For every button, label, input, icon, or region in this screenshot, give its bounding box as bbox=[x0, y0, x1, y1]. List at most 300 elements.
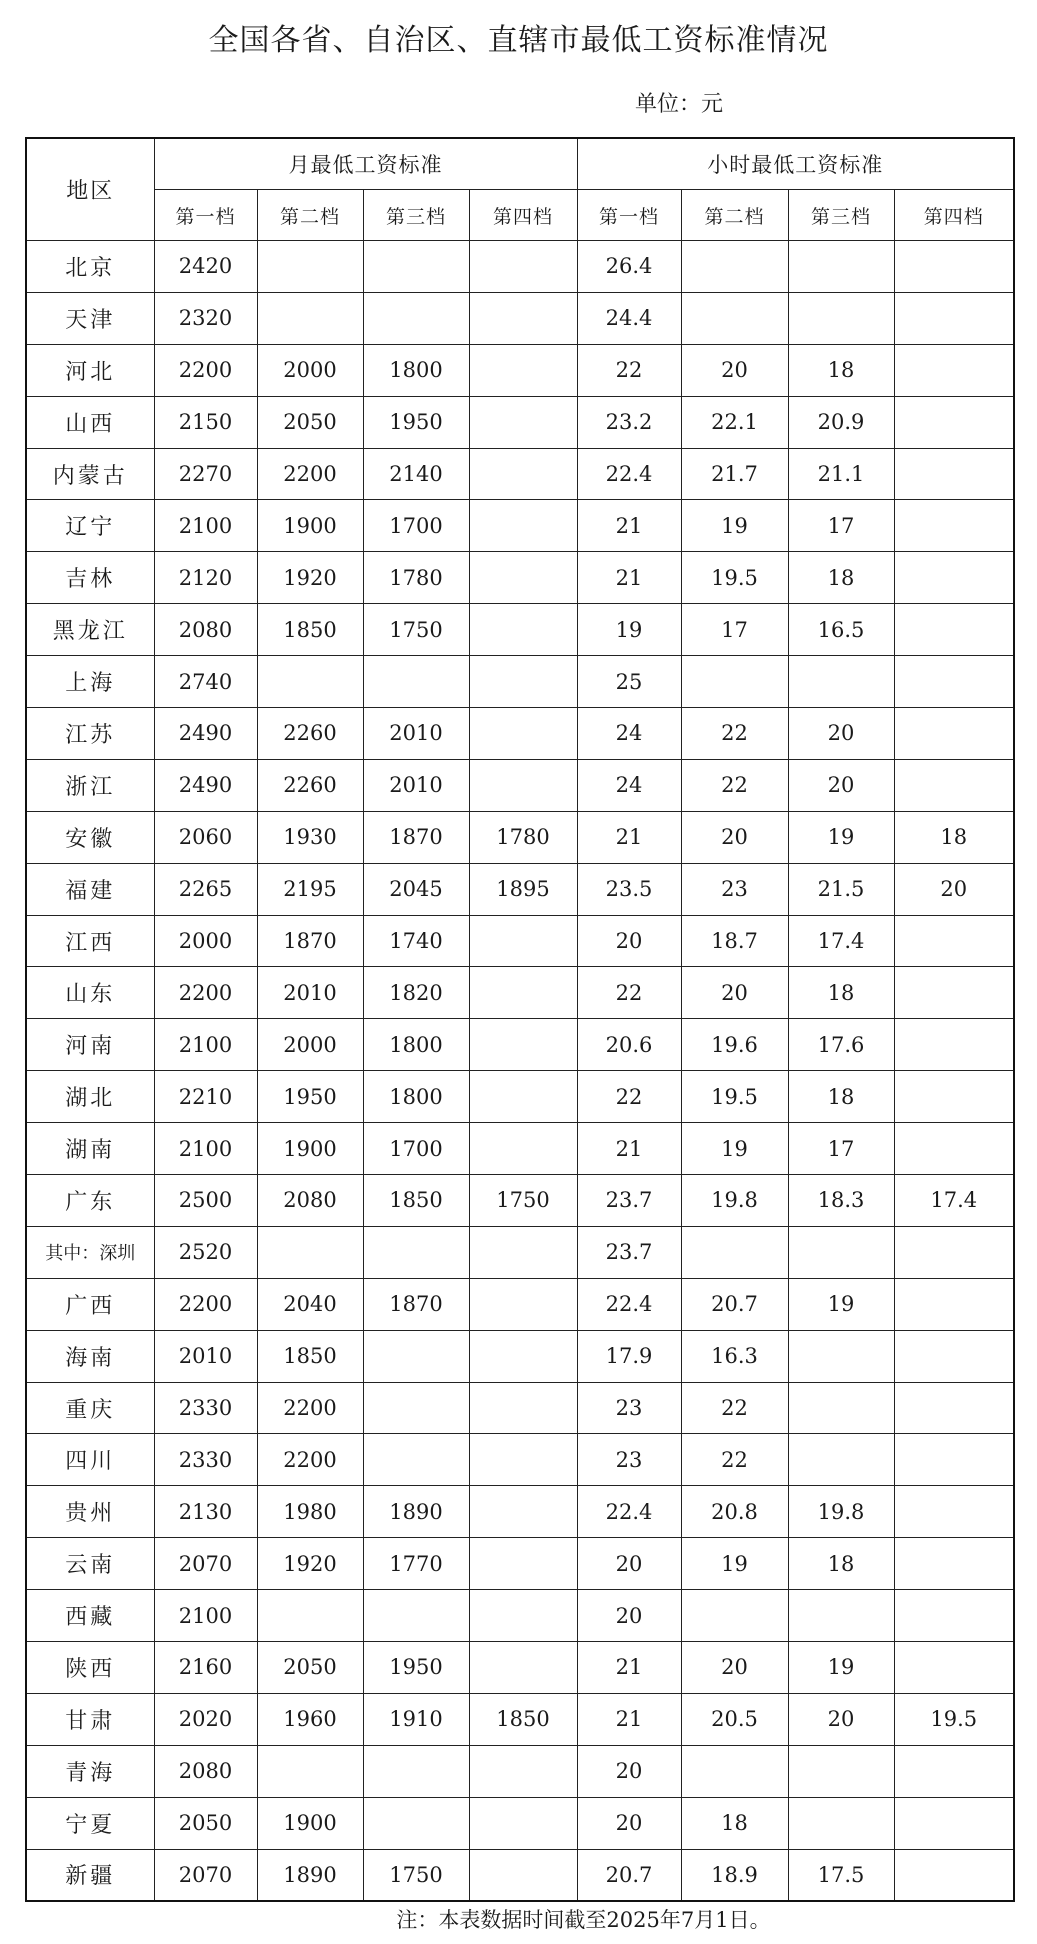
hourly-tier-1-cell: 21 bbox=[577, 552, 681, 604]
table-row bbox=[26, 1278, 1014, 1330]
hourly-tier-3-cell: 18 bbox=[788, 1071, 894, 1123]
hourly-tier-4-cell bbox=[894, 1278, 1014, 1330]
table-row bbox=[26, 448, 1014, 500]
region-cell: 新疆 bbox=[26, 1849, 154, 1901]
table-row bbox=[26, 1642, 1014, 1694]
hourly-tier-1-cell: 20 bbox=[577, 1797, 681, 1849]
monthly-tier-2-cell bbox=[257, 1226, 363, 1278]
hourly-tier-2-cell: 19.5 bbox=[681, 1071, 788, 1123]
hourly-tier-2-cell: 20.7 bbox=[681, 1278, 788, 1330]
hourly-tier-3-cell bbox=[788, 1330, 894, 1382]
monthly-tier-2-cell: 2260 bbox=[257, 759, 363, 811]
hourly-tier-1-cell: 24 bbox=[577, 759, 681, 811]
hourly-tier-1-cell: 20 bbox=[577, 915, 681, 967]
hourly-tier-1-cell: 23.5 bbox=[577, 863, 681, 915]
monthly-tier-4-cell bbox=[469, 1486, 577, 1538]
monthly-tier-1-cell: 2150 bbox=[154, 396, 257, 448]
hourly-tier-2-cell: 19 bbox=[681, 500, 788, 552]
monthly-tier-1-cell: 2120 bbox=[154, 552, 257, 604]
table-row bbox=[26, 863, 1014, 915]
region-cell: 四川 bbox=[26, 1434, 154, 1486]
hourly-tier-3-cell: 16.5 bbox=[788, 604, 894, 656]
monthly-tier-3-cell bbox=[363, 1434, 469, 1486]
hourly-tier-4-cell bbox=[894, 656, 1014, 708]
monthly-tier-2-cell: 2195 bbox=[257, 863, 363, 915]
hourly-tier-2-cell: 16.3 bbox=[681, 1330, 788, 1382]
monthly-tier-4-cell bbox=[469, 1226, 577, 1278]
region-cell: 陕西 bbox=[26, 1642, 154, 1694]
monthly-tier-3-cell bbox=[363, 292, 469, 344]
monthly-tier-4-cell: 1750 bbox=[469, 1175, 577, 1227]
table-row bbox=[26, 1797, 1014, 1849]
header-hourly-tier-3: 第三档 bbox=[788, 190, 894, 241]
hourly-tier-2-cell: 20 bbox=[681, 344, 788, 396]
monthly-tier-4-cell: 1780 bbox=[469, 811, 577, 863]
monthly-tier-1-cell: 2330 bbox=[154, 1382, 257, 1434]
monthly-tier-2-cell bbox=[257, 1745, 363, 1797]
minimum-wage-table bbox=[25, 137, 1015, 1902]
monthly-tier-4-cell bbox=[469, 500, 577, 552]
monthly-tier-4-cell bbox=[469, 1434, 577, 1486]
monthly-tier-3-cell: 2140 bbox=[363, 448, 469, 500]
monthly-tier-3-cell: 1870 bbox=[363, 811, 469, 863]
monthly-tier-4-cell bbox=[469, 344, 577, 396]
hourly-tier-4-cell bbox=[894, 1590, 1014, 1642]
table-row bbox=[26, 967, 1014, 1019]
hourly-tier-1-cell: 22.4 bbox=[577, 448, 681, 500]
monthly-tier-4-cell bbox=[469, 604, 577, 656]
monthly-tier-4-cell bbox=[469, 1849, 577, 1901]
monthly-tier-2-cell: 2200 bbox=[257, 1434, 363, 1486]
hourly-tier-1-cell: 26.4 bbox=[577, 241, 681, 293]
hourly-tier-4-cell bbox=[894, 1019, 1014, 1071]
footnote: 注：本表数据时间截至2025年7月1日。 bbox=[396, 1908, 771, 1932]
monthly-tier-4-cell bbox=[469, 656, 577, 708]
hourly-tier-4-cell bbox=[894, 1330, 1014, 1382]
hourly-tier-2-cell bbox=[681, 1745, 788, 1797]
hourly-tier-3-cell bbox=[788, 656, 894, 708]
hourly-tier-2-cell bbox=[681, 1226, 788, 1278]
monthly-tier-4-cell: 1850 bbox=[469, 1693, 577, 1745]
hourly-tier-1-cell: 21 bbox=[577, 1642, 681, 1694]
table-row bbox=[26, 604, 1014, 656]
hourly-tier-4-cell bbox=[894, 1486, 1014, 1538]
monthly-tier-2-cell: 1850 bbox=[257, 604, 363, 656]
region-cell: 海南 bbox=[26, 1330, 154, 1382]
hourly-tier-2-cell: 19.8 bbox=[681, 1175, 788, 1227]
region-cell: 广西 bbox=[26, 1278, 154, 1330]
hourly-tier-3-cell bbox=[788, 1590, 894, 1642]
monthly-tier-2-cell bbox=[257, 241, 363, 293]
monthly-tier-3-cell bbox=[363, 241, 469, 293]
hourly-tier-3-cell: 19 bbox=[788, 1278, 894, 1330]
hourly-tier-4-cell bbox=[894, 708, 1014, 760]
monthly-tier-1-cell: 2060 bbox=[154, 811, 257, 863]
hourly-tier-1-cell: 23.2 bbox=[577, 396, 681, 448]
hourly-tier-3-cell: 18 bbox=[788, 967, 894, 1019]
hourly-tier-2-cell: 20 bbox=[681, 1642, 788, 1694]
monthly-tier-3-cell: 1890 bbox=[363, 1486, 469, 1538]
region-cell: 广东 bbox=[26, 1175, 154, 1227]
hourly-tier-3-cell: 18.3 bbox=[788, 1175, 894, 1227]
monthly-tier-4-cell bbox=[469, 448, 577, 500]
monthly-tier-4-cell bbox=[469, 967, 577, 1019]
hourly-tier-2-cell bbox=[681, 241, 788, 293]
monthly-tier-1-cell: 2200 bbox=[154, 967, 257, 1019]
hourly-tier-2-cell: 17 bbox=[681, 604, 788, 656]
monthly-tier-2-cell: 1900 bbox=[257, 500, 363, 552]
hourly-tier-3-cell: 17 bbox=[788, 500, 894, 552]
monthly-tier-4-cell bbox=[469, 1123, 577, 1175]
table-row bbox=[26, 1849, 1014, 1901]
region-cell: 宁夏 bbox=[26, 1797, 154, 1849]
table-body bbox=[26, 241, 1014, 1902]
region-cell: 河北 bbox=[26, 344, 154, 396]
region-cell: 山西 bbox=[26, 396, 154, 448]
unit-label: 单位：元 bbox=[635, 92, 724, 117]
table-row bbox=[26, 344, 1014, 396]
monthly-tier-2-cell: 1920 bbox=[257, 1538, 363, 1590]
region-cell: 吉林 bbox=[26, 552, 154, 604]
hourly-tier-2-cell: 20 bbox=[681, 967, 788, 1019]
table-row bbox=[26, 915, 1014, 967]
monthly-tier-2-cell bbox=[257, 292, 363, 344]
monthly-tier-3-cell: 2010 bbox=[363, 759, 469, 811]
hourly-tier-1-cell: 24 bbox=[577, 708, 681, 760]
hourly-tier-4-cell: 17.4 bbox=[894, 1175, 1014, 1227]
table-row bbox=[26, 1175, 1014, 1227]
hourly-tier-3-cell: 21.1 bbox=[788, 448, 894, 500]
monthly-tier-1-cell: 2080 bbox=[154, 1745, 257, 1797]
monthly-tier-2-cell: 1850 bbox=[257, 1330, 363, 1382]
hourly-tier-3-cell bbox=[788, 1745, 894, 1797]
hourly-tier-3-cell: 18 bbox=[788, 1538, 894, 1590]
hourly-tier-4-cell bbox=[894, 1382, 1014, 1434]
region-cell: 北京 bbox=[26, 241, 154, 293]
hourly-tier-1-cell: 20.6 bbox=[577, 1019, 681, 1071]
hourly-tier-2-cell: 18 bbox=[681, 1797, 788, 1849]
monthly-tier-1-cell: 2100 bbox=[154, 1019, 257, 1071]
monthly-tier-2-cell: 2000 bbox=[257, 1019, 363, 1071]
hourly-tier-2-cell: 20 bbox=[681, 811, 788, 863]
hourly-tier-1-cell: 22 bbox=[577, 344, 681, 396]
monthly-tier-2-cell: 2050 bbox=[257, 1642, 363, 1694]
monthly-tier-4-cell bbox=[469, 292, 577, 344]
header-hourly-tier-4: 第四档 bbox=[894, 190, 1014, 241]
monthly-tier-1-cell: 2010 bbox=[154, 1330, 257, 1382]
monthly-tier-3-cell: 1820 bbox=[363, 967, 469, 1019]
monthly-tier-2-cell: 2200 bbox=[257, 1382, 363, 1434]
table-row bbox=[26, 1434, 1014, 1486]
monthly-tier-1-cell: 2100 bbox=[154, 1123, 257, 1175]
hourly-tier-1-cell: 23 bbox=[577, 1434, 681, 1486]
region-cell: 上海 bbox=[26, 656, 154, 708]
header-hourly-tier-1: 第一档 bbox=[577, 190, 681, 241]
hourly-tier-1-cell: 20 bbox=[577, 1538, 681, 1590]
hourly-tier-3-cell: 17 bbox=[788, 1123, 894, 1175]
region-cell: 河南 bbox=[26, 1019, 154, 1071]
monthly-tier-1-cell: 2200 bbox=[154, 344, 257, 396]
monthly-tier-3-cell: 1700 bbox=[363, 1123, 469, 1175]
monthly-tier-3-cell bbox=[363, 1226, 469, 1278]
hourly-tier-4-cell: 18 bbox=[894, 811, 1014, 863]
monthly-tier-1-cell: 2330 bbox=[154, 1434, 257, 1486]
table-row bbox=[26, 1123, 1014, 1175]
hourly-tier-4-cell bbox=[894, 1538, 1014, 1590]
monthly-tier-4-cell bbox=[469, 396, 577, 448]
monthly-tier-1-cell: 2160 bbox=[154, 1642, 257, 1694]
monthly-tier-1-cell: 2500 bbox=[154, 1175, 257, 1227]
monthly-tier-2-cell: 2200 bbox=[257, 448, 363, 500]
monthly-tier-2-cell: 2050 bbox=[257, 396, 363, 448]
hourly-tier-1-cell: 23 bbox=[577, 1382, 681, 1434]
monthly-tier-1-cell: 2210 bbox=[154, 1071, 257, 1123]
hourly-tier-2-cell: 18.9 bbox=[681, 1849, 788, 1901]
monthly-tier-2-cell: 2260 bbox=[257, 708, 363, 760]
table-row bbox=[26, 1330, 1014, 1382]
hourly-tier-3-cell: 17.5 bbox=[788, 1849, 894, 1901]
hourly-tier-3-cell: 20 bbox=[788, 708, 894, 760]
monthly-tier-4-cell bbox=[469, 1745, 577, 1797]
hourly-tier-4-cell bbox=[894, 1642, 1014, 1694]
hourly-tier-2-cell bbox=[681, 656, 788, 708]
hourly-tier-4-cell bbox=[894, 1123, 1014, 1175]
monthly-tier-2-cell: 1900 bbox=[257, 1123, 363, 1175]
table-row bbox=[26, 552, 1014, 604]
hourly-tier-3-cell bbox=[788, 241, 894, 293]
monthly-tier-3-cell: 1950 bbox=[363, 1642, 469, 1694]
monthly-tier-3-cell: 1700 bbox=[363, 500, 469, 552]
monthly-tier-2-cell: 1980 bbox=[257, 1486, 363, 1538]
monthly-tier-3-cell: 2010 bbox=[363, 708, 469, 760]
hourly-tier-4-cell bbox=[894, 1226, 1014, 1278]
hourly-tier-4-cell bbox=[894, 500, 1014, 552]
header-region: 地区 bbox=[26, 138, 154, 241]
table-row bbox=[26, 811, 1014, 863]
header-monthly: 月最低工资标准 bbox=[154, 138, 577, 190]
table-row bbox=[26, 1590, 1014, 1642]
monthly-tier-4-cell bbox=[469, 708, 577, 760]
monthly-tier-4-cell bbox=[469, 1330, 577, 1382]
region-cell: 山东 bbox=[26, 967, 154, 1019]
monthly-tier-4-cell bbox=[469, 759, 577, 811]
region-cell: 江苏 bbox=[26, 708, 154, 760]
monthly-tier-4-cell bbox=[469, 1590, 577, 1642]
region-cell: 天津 bbox=[26, 292, 154, 344]
table-row bbox=[26, 1486, 1014, 1538]
hourly-tier-2-cell: 22 bbox=[681, 708, 788, 760]
hourly-tier-3-cell: 17.6 bbox=[788, 1019, 894, 1071]
table-row bbox=[26, 1226, 1014, 1278]
hourly-tier-4-cell bbox=[894, 396, 1014, 448]
hourly-tier-3-cell: 20.9 bbox=[788, 396, 894, 448]
table-row bbox=[26, 292, 1014, 344]
region-cell: 重庆 bbox=[26, 1382, 154, 1434]
hourly-tier-1-cell: 20 bbox=[577, 1745, 681, 1797]
hourly-tier-2-cell: 18.7 bbox=[681, 915, 788, 967]
monthly-tier-2-cell: 1930 bbox=[257, 811, 363, 863]
region-cell: 黑龙江 bbox=[26, 604, 154, 656]
header-hourly-tier-2: 第二档 bbox=[681, 190, 788, 241]
region-cell: 西藏 bbox=[26, 1590, 154, 1642]
monthly-tier-3-cell: 1750 bbox=[363, 604, 469, 656]
monthly-tier-3-cell bbox=[363, 1797, 469, 1849]
hourly-tier-1-cell: 21 bbox=[577, 811, 681, 863]
hourly-tier-4-cell bbox=[894, 1071, 1014, 1123]
monthly-tier-4-cell bbox=[469, 1019, 577, 1071]
monthly-tier-1-cell: 2050 bbox=[154, 1797, 257, 1849]
hourly-tier-4-cell bbox=[894, 604, 1014, 656]
hourly-tier-1-cell: 22.4 bbox=[577, 1486, 681, 1538]
hourly-tier-1-cell: 21 bbox=[577, 500, 681, 552]
hourly-tier-2-cell: 19.6 bbox=[681, 1019, 788, 1071]
page-title: 全国各省、自治区、直辖市最低工资标准情况 bbox=[208, 23, 829, 58]
hourly-tier-1-cell: 17.9 bbox=[577, 1330, 681, 1382]
header-monthly-tier-2: 第二档 bbox=[257, 190, 363, 241]
monthly-tier-1-cell: 2490 bbox=[154, 759, 257, 811]
monthly-tier-2-cell: 2000 bbox=[257, 344, 363, 396]
monthly-tier-1-cell: 2080 bbox=[154, 604, 257, 656]
monthly-tier-1-cell: 2740 bbox=[154, 656, 257, 708]
monthly-tier-4-cell bbox=[469, 1797, 577, 1849]
hourly-tier-4-cell: 19.5 bbox=[894, 1693, 1014, 1745]
monthly-tier-1-cell: 2070 bbox=[154, 1849, 257, 1901]
monthly-tier-1-cell: 2420 bbox=[154, 241, 257, 293]
monthly-tier-1-cell: 2200 bbox=[154, 1278, 257, 1330]
hourly-tier-1-cell: 25 bbox=[577, 656, 681, 708]
monthly-tier-2-cell: 1870 bbox=[257, 915, 363, 967]
monthly-tier-1-cell: 2100 bbox=[154, 1590, 257, 1642]
hourly-tier-3-cell bbox=[788, 1226, 894, 1278]
monthly-tier-3-cell: 1800 bbox=[363, 1071, 469, 1123]
monthly-tier-1-cell: 2070 bbox=[154, 1538, 257, 1590]
hourly-tier-3-cell: 17.4 bbox=[788, 915, 894, 967]
hourly-tier-2-cell: 22 bbox=[681, 1434, 788, 1486]
hourly-tier-2-cell bbox=[681, 292, 788, 344]
monthly-tier-1-cell: 2520 bbox=[154, 1226, 257, 1278]
hourly-tier-1-cell: 19 bbox=[577, 604, 681, 656]
monthly-tier-3-cell: 1740 bbox=[363, 915, 469, 967]
hourly-tier-4-cell bbox=[894, 292, 1014, 344]
monthly-tier-3-cell: 2045 bbox=[363, 863, 469, 915]
monthly-tier-4-cell bbox=[469, 1642, 577, 1694]
hourly-tier-1-cell: 20 bbox=[577, 1590, 681, 1642]
hourly-tier-2-cell: 20.8 bbox=[681, 1486, 788, 1538]
hourly-tier-4-cell bbox=[894, 1434, 1014, 1486]
hourly-tier-1-cell: 22.4 bbox=[577, 1278, 681, 1330]
monthly-tier-1-cell: 2265 bbox=[154, 863, 257, 915]
hourly-tier-1-cell: 22 bbox=[577, 1071, 681, 1123]
monthly-tier-1-cell: 2490 bbox=[154, 708, 257, 760]
region-cell: 甘肃 bbox=[26, 1693, 154, 1745]
table-row bbox=[26, 759, 1014, 811]
hourly-tier-3-cell: 18 bbox=[788, 552, 894, 604]
region-cell: 青海 bbox=[26, 1745, 154, 1797]
monthly-tier-2-cell bbox=[257, 1590, 363, 1642]
hourly-tier-2-cell: 22 bbox=[681, 1382, 788, 1434]
region-cell: 福建 bbox=[26, 863, 154, 915]
monthly-tier-3-cell bbox=[363, 1745, 469, 1797]
table-row bbox=[26, 500, 1014, 552]
monthly-tier-2-cell: 1950 bbox=[257, 1071, 363, 1123]
hourly-tier-1-cell: 22 bbox=[577, 967, 681, 1019]
hourly-tier-2-cell: 20.5 bbox=[681, 1693, 788, 1745]
monthly-tier-3-cell bbox=[363, 656, 469, 708]
monthly-tier-2-cell: 2080 bbox=[257, 1175, 363, 1227]
hourly-tier-4-cell bbox=[894, 448, 1014, 500]
monthly-tier-2-cell: 1960 bbox=[257, 1693, 363, 1745]
monthly-tier-1-cell: 2130 bbox=[154, 1486, 257, 1538]
monthly-tier-3-cell: 1950 bbox=[363, 396, 469, 448]
hourly-tier-4-cell bbox=[894, 1797, 1014, 1849]
region-cell: 云南 bbox=[26, 1538, 154, 1590]
monthly-tier-3-cell: 1770 bbox=[363, 1538, 469, 1590]
monthly-tier-3-cell: 1800 bbox=[363, 344, 469, 396]
hourly-tier-3-cell bbox=[788, 1434, 894, 1486]
hourly-tier-2-cell: 22 bbox=[681, 759, 788, 811]
hourly-tier-1-cell: 20.7 bbox=[577, 1849, 681, 1901]
monthly-tier-3-cell: 1780 bbox=[363, 552, 469, 604]
region-cell: 浙江 bbox=[26, 759, 154, 811]
region-cell: 辽宁 bbox=[26, 500, 154, 552]
monthly-tier-3-cell: 1750 bbox=[363, 1849, 469, 1901]
header-monthly-tier-4: 第四档 bbox=[469, 190, 577, 241]
hourly-tier-3-cell: 20 bbox=[788, 1693, 894, 1745]
hourly-tier-2-cell: 23 bbox=[681, 863, 788, 915]
hourly-tier-3-cell: 21.5 bbox=[788, 863, 894, 915]
hourly-tier-1-cell: 24.4 bbox=[577, 292, 681, 344]
monthly-tier-3-cell: 1870 bbox=[363, 1278, 469, 1330]
monthly-tier-4-cell bbox=[469, 552, 577, 604]
hourly-tier-4-cell bbox=[894, 759, 1014, 811]
hourly-tier-3-cell bbox=[788, 292, 894, 344]
hourly-tier-4-cell bbox=[894, 915, 1014, 967]
region-cell: 江西 bbox=[26, 915, 154, 967]
monthly-tier-3-cell: 1850 bbox=[363, 1175, 469, 1227]
table-row bbox=[26, 1382, 1014, 1434]
header-monthly-tier-3: 第三档 bbox=[363, 190, 469, 241]
monthly-tier-3-cell bbox=[363, 1590, 469, 1642]
hourly-tier-3-cell bbox=[788, 1382, 894, 1434]
table-row bbox=[26, 1071, 1014, 1123]
hourly-tier-3-cell: 19 bbox=[788, 811, 894, 863]
header-monthly-tier-1: 第一档 bbox=[154, 190, 257, 241]
monthly-tier-3-cell bbox=[363, 1382, 469, 1434]
hourly-tier-3-cell: 18 bbox=[788, 344, 894, 396]
header-hourly: 小时最低工资标准 bbox=[577, 138, 1014, 190]
monthly-tier-2-cell: 1920 bbox=[257, 552, 363, 604]
table-row bbox=[26, 1693, 1014, 1745]
region-cell: 湖南 bbox=[26, 1123, 154, 1175]
hourly-tier-1-cell: 21 bbox=[577, 1693, 681, 1745]
hourly-tier-3-cell: 19.8 bbox=[788, 1486, 894, 1538]
monthly-tier-3-cell bbox=[363, 1330, 469, 1382]
monthly-tier-2-cell: 1890 bbox=[257, 1849, 363, 1901]
hourly-tier-2-cell: 22.1 bbox=[681, 396, 788, 448]
monthly-tier-4-cell bbox=[469, 1278, 577, 1330]
region-cell: 其中：深圳 bbox=[26, 1226, 154, 1278]
monthly-tier-1-cell: 2000 bbox=[154, 915, 257, 967]
hourly-tier-2-cell bbox=[681, 1590, 788, 1642]
monthly-tier-3-cell: 1800 bbox=[363, 1019, 469, 1071]
hourly-tier-4-cell: 20 bbox=[894, 863, 1014, 915]
monthly-tier-3-cell: 1910 bbox=[363, 1693, 469, 1745]
monthly-tier-4-cell bbox=[469, 1071, 577, 1123]
monthly-tier-2-cell: 1900 bbox=[257, 1797, 363, 1849]
table-row bbox=[26, 396, 1014, 448]
region-cell: 贵州 bbox=[26, 1486, 154, 1538]
table-row bbox=[26, 1745, 1014, 1797]
